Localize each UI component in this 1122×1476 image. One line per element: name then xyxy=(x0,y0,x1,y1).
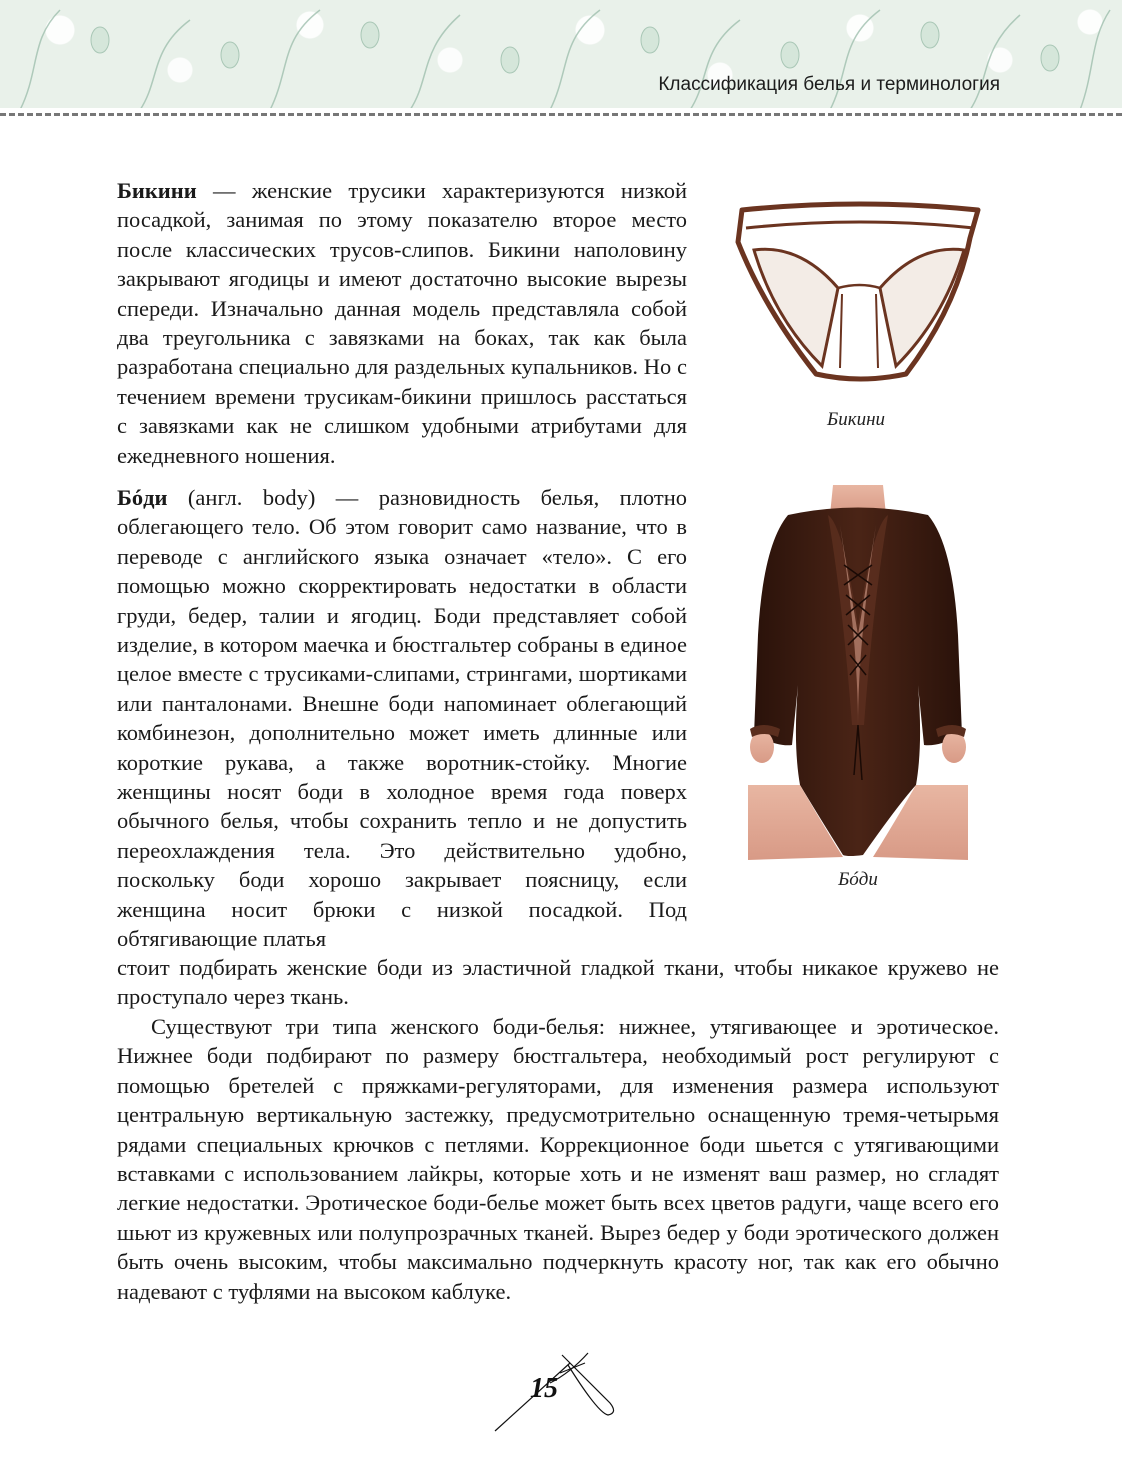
page-header xyxy=(0,0,1122,112)
bikini-caption: Бикини xyxy=(826,409,886,430)
bodysuit-caption: Бóди xyxy=(838,869,878,890)
bodysuit-types-paragraph: Существуют три типа женского боди-белья: нижнее, утягивающее и эротическое. Нижнее боди подбирают по размеру бюстгальтера, необходимый рост регулируют с помощью бретелей с пряжками-регуляторами, для изменения размера используют центральную вертикальную застежку, предусмотрительно оснащенную тремя-четырьмя рядами специальных крючков с петлями. Коррекционное боди шьется с утягивающими вставками с использованием лайкры, которые хоть и не изменят ваш размер, но сгладят легкие недостатки. Эротическое боди-белье может быть всех цветов радуги, чаще всего его шьют из кружевных или полупрозрачных тканей. Вырез бедер у боди эротического должен быть очень высоким, чтобы максимально подчеркнуть красоту ног, так как его обычно надевают с туфлями на высоком каблуке. xyxy=(117,1014,999,1304)
running-header-title: Классификация белья и терминология xyxy=(658,74,1000,95)
header-bottom-strip xyxy=(0,108,1122,112)
body-text-narrow: (англ. body) — разновидность белья, плотно облегающего тело. Об этом говорит само название, что в переводе с английского языка означает «тело». С его помощью можно скорректировать недостатки в области груди, бедер, талии и ягодиц. Боди представляет собой изделие, в котором маечка и бюстгальтер собраны в единое целое вместе с трусиками-слипами, стрингами, шортиками или панталонами. Внешне боди напоминает облегающий комбинезон, дополнительно может иметь длинные или короткие рукава, а также воротник-стойку. Многие женщины носят боди в холодное время года поверх обычного белья, чтобы сохранить тепло и не допустить переохлаждения тела. Это действительно удобно, поскольку боди хорошо закрывает поясницу, если женщина носит брюки с низкой посадкой. Под обтягивающие платья xyxy=(117,485,687,952)
bikini-text: — женские трусики характеризуются низкой посадкой, занимая по этому показателю второе место после классических трусов-слипов. Бикини наполовину закрывают ягодицы и имеют достаточно высокие вырезы спереди. Изначально данная модель представляла собой два треугольника с завязками на боках, так как была разработана специально для раздельных купальников. Но с течением времени трусикам-бикини пришлось расстаться с завязками как не слишком удобными атрибутами для ежедневного ношения. xyxy=(117,178,687,468)
bodysuit-illustration-icon xyxy=(748,485,968,860)
page-number: 15 xyxy=(530,1373,558,1404)
body-paragraph-continued: стоит подбирать женские боди из эластичной гладкой ткани, чтобы никакое кружево не проступало через ткань. xyxy=(117,955,999,1010)
header-divider xyxy=(0,113,1122,116)
bikini-illustration-icon xyxy=(730,198,988,388)
bikini-term: Бикини xyxy=(117,178,197,203)
bikini-paragraph xyxy=(117,176,687,470)
body-term: Бóди xyxy=(117,485,168,510)
bikini-figure xyxy=(730,198,988,393)
bodysuit-figure xyxy=(748,485,968,865)
body-paragraph xyxy=(117,483,687,954)
